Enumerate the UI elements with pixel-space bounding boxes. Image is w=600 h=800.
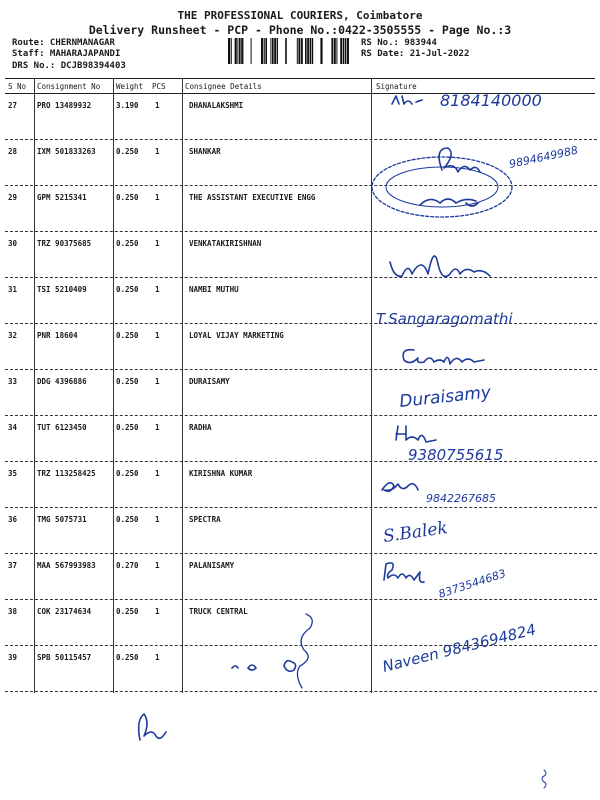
barcode-bar [336, 38, 337, 64]
row-consignment-no: TUT 6123450 [37, 423, 87, 432]
barcode-bar [331, 38, 333, 64]
barcode-bar [307, 38, 309, 64]
row-sno: 31 [8, 285, 18, 294]
table-row [0, 508, 600, 554]
col-sno-header: S No [8, 82, 27, 91]
barcode-bar [265, 38, 267, 64]
row-consignment-no: IXM 501833263 [37, 147, 96, 156]
row-weight: 0.250 [116, 285, 139, 294]
barcode-bar [312, 38, 314, 64]
signature-phone: 9894649988 [507, 143, 580, 171]
barcode-bar [334, 38, 336, 64]
barcode-bar [340, 38, 342, 64]
row-consignment-no: TMG 5075731 [37, 515, 87, 524]
row-sno: 32 [8, 331, 18, 340]
table-row [0, 232, 600, 278]
row-sno: 28 [8, 147, 18, 156]
row-weight: 0.250 [116, 377, 139, 386]
row-weight: 0.250 [116, 653, 139, 662]
row-weight: 0.270 [116, 561, 139, 570]
table-row [0, 646, 600, 692]
row-consignment-no: TSI 5210409 [37, 285, 87, 294]
row-consignment-no: GPM 5215341 [37, 193, 87, 202]
barcode-bar [305, 38, 307, 64]
row-consignee: PALANISAMY [189, 561, 235, 570]
row-consignee: THE ASSISTANT EXECUTIVE ENGG [189, 193, 316, 202]
rs-date: RS Date: 21-Jul-2022 [361, 49, 470, 59]
barcode-icon [228, 38, 350, 64]
row-consignment-no: TRZ 90375685 [37, 239, 92, 248]
row-pcs: 1 [155, 377, 160, 386]
row-weight: 0.250 [116, 469, 139, 478]
row-weight: 0.250 [116, 331, 139, 340]
barcode-bar [235, 38, 237, 64]
row-pcs: 1 [155, 331, 160, 340]
row-consignee: DURAISAMY [189, 377, 230, 386]
rs-number: RS No.: 983944 [361, 38, 437, 48]
row-consignee: DHANALAKSHMI [189, 101, 244, 110]
row-weight: 0.250 [116, 193, 139, 202]
row-sno: 35 [8, 469, 18, 478]
row-pcs: 1 [155, 193, 160, 202]
signature-phone: 9380755615 [408, 446, 504, 464]
row-weight: 3.190 [116, 101, 139, 110]
row-weight: 0.250 [116, 423, 139, 432]
col-weight-header: Weight [116, 82, 144, 91]
signature-phone: 8373544683 [436, 566, 508, 601]
row-consignee: KIRISHNA KUMAR [189, 469, 253, 478]
table-row [0, 186, 600, 232]
table-row [0, 94, 600, 140]
row-consignee: VENKATAKIRISHNAN [189, 239, 262, 248]
col-consignee-header: Consignee Details [185, 82, 262, 91]
route-label: Route: CHERNMANAGAR [12, 38, 115, 48]
table-row [0, 416, 600, 462]
row-pcs: 1 [155, 147, 160, 156]
table-row [0, 462, 600, 508]
row-consignee: RADHA [189, 423, 212, 432]
signature-phone: 8184140000 [440, 91, 542, 110]
row-consignee: NAMBI MUTHU [189, 285, 239, 294]
row-consignee: SHANKAR [189, 147, 221, 156]
barcode-bar [320, 38, 322, 64]
row-weight: 0.250 [116, 239, 139, 248]
row-weight: 0.250 [116, 607, 139, 616]
row-pcs: 1 [155, 423, 160, 432]
staff-label: Staff: MAHARAJAPANDI [12, 49, 121, 59]
barcode-bar [298, 38, 300, 64]
signature-name: T.Sangaragomathi [376, 310, 513, 328]
col-signature-header: Signature [376, 82, 417, 91]
row-sno: 27 [8, 101, 18, 110]
row-pcs: 1 [155, 239, 160, 248]
document-title: THE PROFESSIONAL COURIERS, Coimbatore [177, 9, 423, 22]
barcode-bar [231, 38, 232, 64]
row-pcs: 1 [155, 515, 160, 524]
row-pcs: 1 [155, 285, 160, 294]
signature-name: S.Balek [381, 518, 449, 547]
row-consignment-no: MAA 567993983 [37, 561, 96, 570]
barcode-bar [261, 38, 263, 64]
barcode-bar [347, 38, 349, 64]
row-sno: 38 [8, 607, 18, 616]
document-subtitle: Delivery Runsheet - PCP - Phone No.:0422-3505555 - Page No.:3 [88, 23, 512, 37]
barcode-bar [272, 38, 274, 64]
table-row [0, 600, 600, 646]
signature-phone: 9842267685 [426, 492, 496, 505]
row-sno: 33 [8, 377, 18, 386]
barcode-bar [310, 38, 311, 64]
barcode-bar [241, 38, 243, 64]
barcode-bar [228, 38, 230, 64]
row-sno: 37 [8, 561, 18, 570]
barcode-bar [237, 38, 238, 64]
row-sno: 30 [8, 239, 18, 248]
row-consignment-no: DDG 4396886 [37, 377, 87, 386]
row-consignee: TRUCK CENTRAL [189, 607, 248, 616]
barcode-bar [264, 38, 265, 64]
barcode-bar [285, 38, 287, 64]
col-consignment-header: Consignment No [37, 82, 101, 91]
barcode-bar [251, 38, 252, 64]
row-sno: 39 [8, 653, 18, 662]
row-weight: 0.250 [116, 515, 139, 524]
signature-mark [139, 714, 166, 740]
col-pcs-header: PCS [152, 82, 166, 91]
barcode-bar [239, 38, 241, 64]
margin-mark [542, 770, 546, 788]
row-pcs: 1 [155, 561, 160, 570]
row-pcs: 1 [155, 653, 160, 662]
barcode-bar [270, 38, 271, 64]
table-row [0, 278, 600, 324]
row-consignment-no: PRO 13489932 [37, 101, 92, 110]
row-consignee: SPECTRA [189, 515, 221, 524]
table-row [0, 140, 600, 186]
table-row [0, 324, 600, 370]
row-consignment-no: PNR 18604 [37, 331, 78, 340]
barcode-bar [345, 38, 347, 64]
row-sno: 29 [8, 193, 18, 202]
signature-name: Duraisamy [398, 382, 492, 412]
row-pcs: 1 [155, 101, 160, 110]
barcode-bar [343, 38, 344, 64]
table-row [0, 554, 600, 600]
row-sno: 36 [8, 515, 18, 524]
table-row [0, 370, 600, 416]
barcode-bar [297, 38, 298, 64]
row-sno: 34 [8, 423, 18, 432]
row-consignment-no: COK 23174634 [37, 607, 92, 616]
signature-name-phone: Naveen 9843694824 [380, 620, 538, 676]
barcode-bar [301, 38, 303, 64]
barcode-bar [274, 38, 276, 64]
row-consignment-no: TRZ 113258425 [37, 469, 96, 478]
barcode-bar [277, 38, 278, 64]
row-pcs: 1 [155, 607, 160, 616]
table-top-border [5, 78, 595, 79]
row-weight: 0.250 [116, 147, 139, 156]
row-divider [5, 691, 597, 692]
row-consignee: LOYAL VIJAY MARKETING [189, 331, 284, 340]
row-pcs: 1 [155, 469, 160, 478]
row-consignment-no: SPB 50115457 [37, 653, 92, 662]
drs-number: DRS No.: DCJB98394403 [12, 61, 126, 71]
